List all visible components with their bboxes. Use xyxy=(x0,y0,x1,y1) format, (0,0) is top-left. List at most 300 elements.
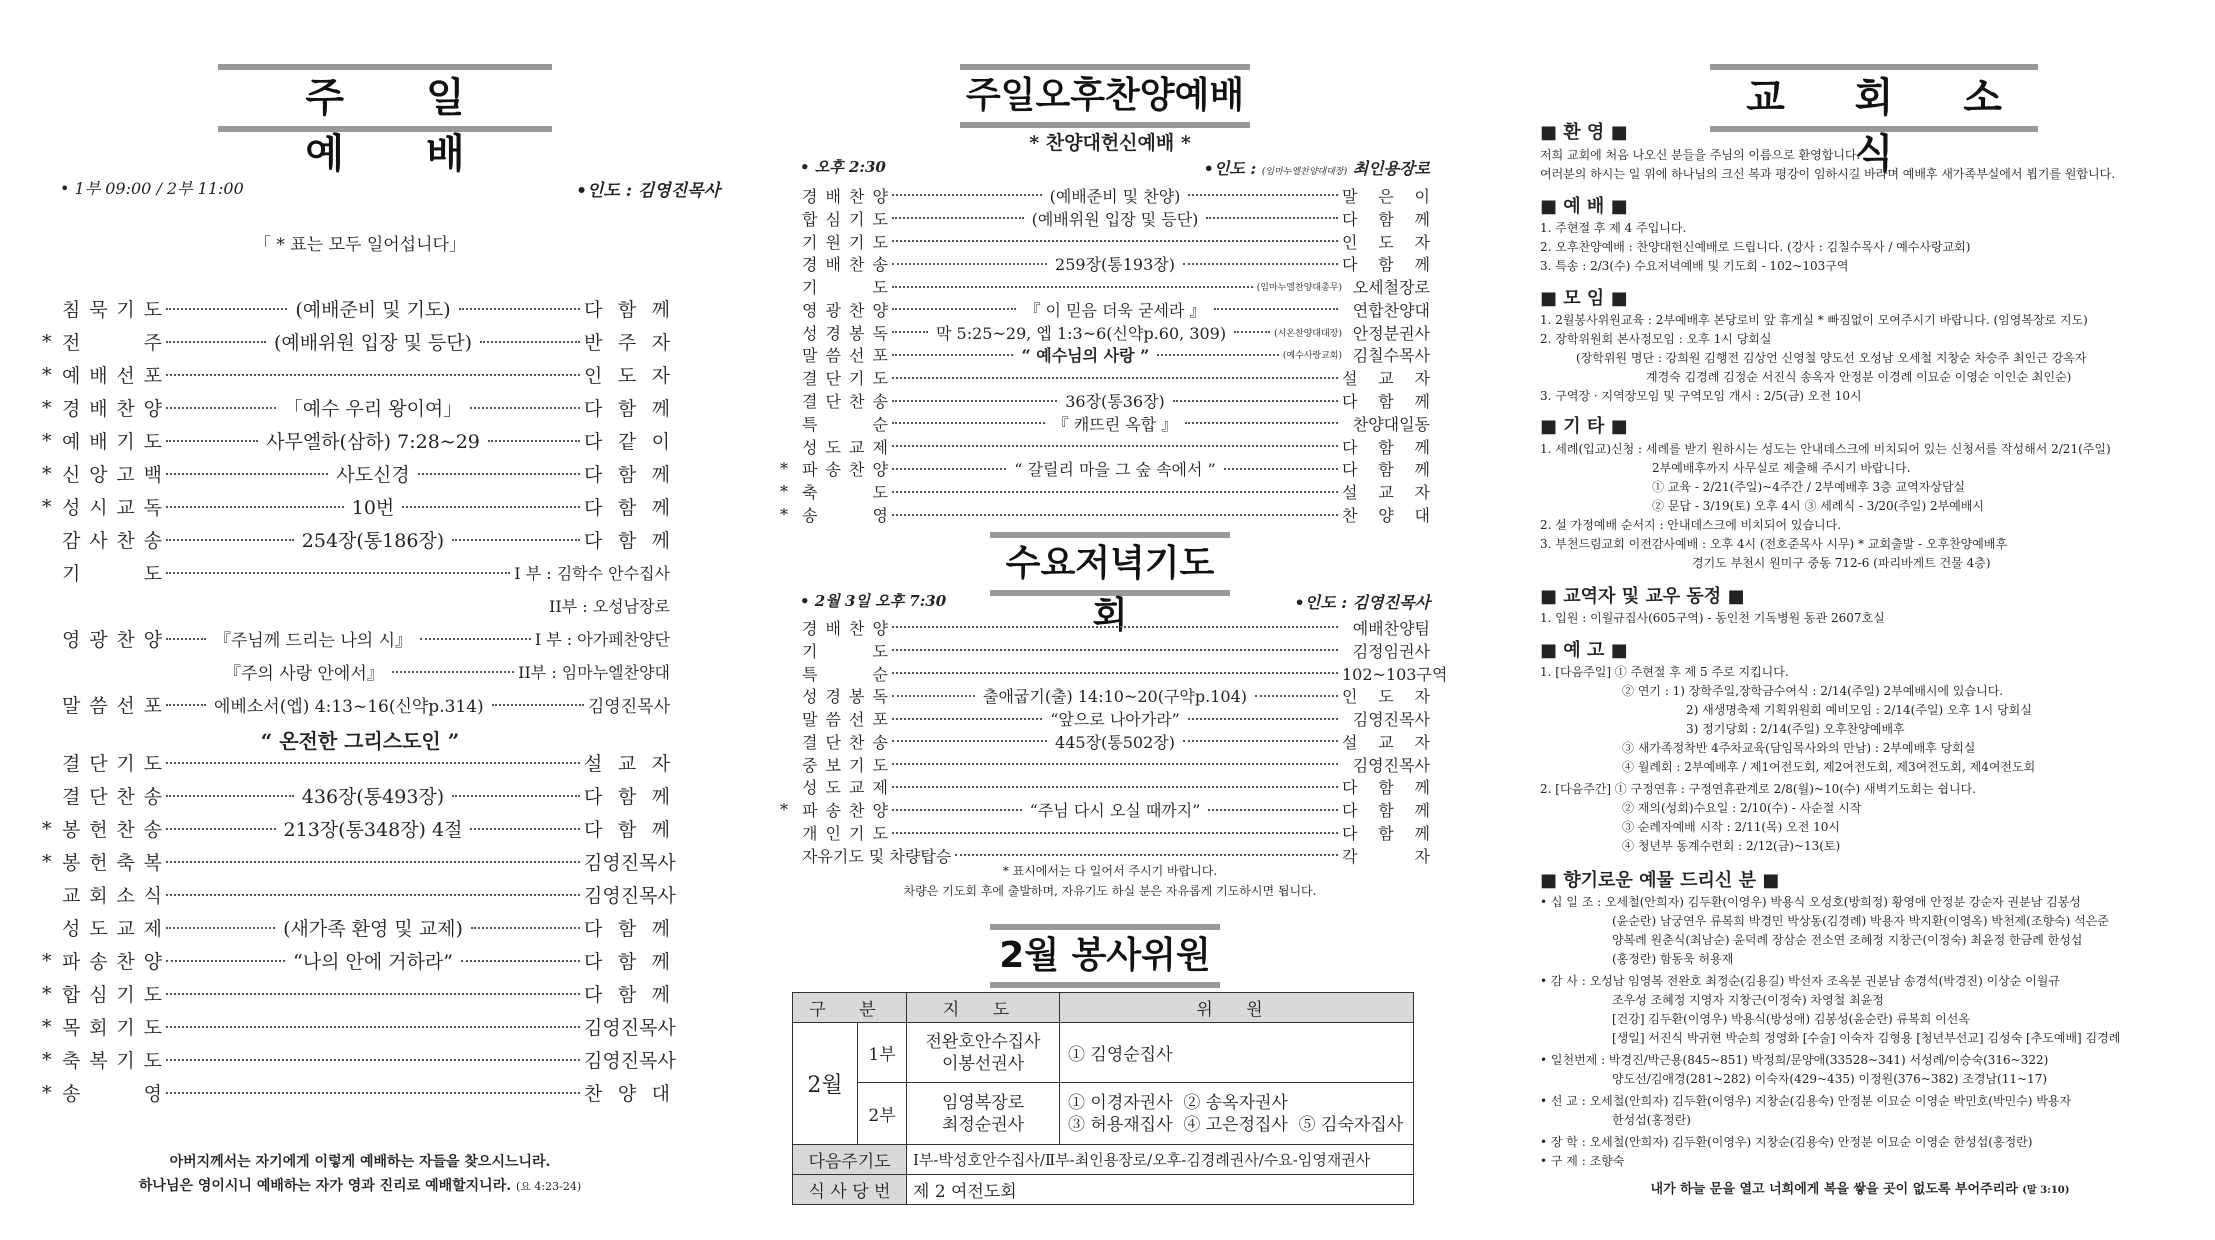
order-label-text xyxy=(62,749,162,776)
order-label xyxy=(802,480,888,503)
order-row xyxy=(790,684,1430,707)
order-row xyxy=(790,344,1430,367)
leader-dots xyxy=(166,828,276,830)
leader-dots xyxy=(1208,809,1338,811)
praise-song-1: 『주님께 드리는 나의 시』 xyxy=(214,631,413,651)
label-char: 교 xyxy=(116,497,135,519)
order-row xyxy=(42,1043,676,1076)
order-label xyxy=(802,298,888,321)
label-char: 포 xyxy=(872,710,888,730)
label-char: 께 xyxy=(651,464,670,486)
label-char: 결 xyxy=(802,732,818,752)
order-row xyxy=(50,911,670,944)
label-char: 도 xyxy=(1378,232,1394,252)
label-char: 회 xyxy=(89,1017,108,1039)
label-char: 반 xyxy=(584,332,603,354)
afternoon-time: • 오후 2:30 xyxy=(800,158,886,176)
label-char: 성 xyxy=(802,437,818,457)
order-role-note: (임마누엘찬양대총무) xyxy=(1256,283,1342,294)
order-label-text xyxy=(802,230,888,253)
label-char: 다 xyxy=(584,951,603,973)
label-char: 단 xyxy=(89,753,108,775)
order-label xyxy=(802,252,888,275)
label-char: 배 xyxy=(89,365,108,387)
label-char: 자 xyxy=(1414,483,1430,503)
label-char: 교 xyxy=(62,885,81,907)
table-row xyxy=(793,1083,1414,1145)
order-label-text xyxy=(802,321,888,344)
leader-dots xyxy=(166,927,275,929)
label-char: 함 xyxy=(617,497,637,519)
label-char: 경 xyxy=(825,687,841,707)
member-line xyxy=(1068,1092,1407,1114)
order-label xyxy=(62,914,162,941)
offering-line: • 구 제 : 조향숙 xyxy=(1540,1154,1625,1168)
label-char: 파 xyxy=(62,951,81,973)
order-label xyxy=(62,460,162,487)
order-label xyxy=(62,493,162,520)
label-char: 다 xyxy=(1342,392,1358,412)
label-char: 교 xyxy=(849,437,865,457)
label-char: 파 xyxy=(802,460,818,480)
leader-dots xyxy=(892,740,1047,742)
order-row xyxy=(790,298,1430,321)
label-char: 말 xyxy=(62,695,81,717)
label-char: 인 xyxy=(825,824,841,844)
label-char: 함 xyxy=(1378,801,1394,821)
leader-dots xyxy=(166,638,206,640)
closing-text: 내가 하늘 문을 열고 너희에게 복을 쌓을 곳이 없도록 부어주리라 xyxy=(1650,1182,2018,1197)
stand-marker: * xyxy=(780,459,788,479)
order-label xyxy=(62,1046,162,1073)
label-char: 다 xyxy=(584,918,603,940)
meeting-line: 1. 2월봉사위원교육 : 2부예배후 본당로비 앞 휴게실 * 빠짐없이 모여주시기 바랍니다. (임영복장로 지도) xyxy=(1540,313,2088,327)
label-char: 경 xyxy=(802,186,818,206)
label-char: 께 xyxy=(651,497,670,519)
guide-name: 임영복장로 xyxy=(941,1092,1025,1113)
label-char: 주 xyxy=(143,332,162,354)
label-char: 송 xyxy=(872,255,888,275)
label-char: 배 xyxy=(89,431,108,453)
order-label xyxy=(62,980,162,1007)
label-char: 기 xyxy=(116,753,135,775)
notice-line: ③ 새가족정착반 4주차교육(담임목사와의 만남) : 2부예배후 당회실 xyxy=(1622,741,1976,755)
label-char: 도 xyxy=(143,563,162,585)
order-row xyxy=(42,1076,670,1109)
service-times: • 1부 09:00 / 2부 11:00 xyxy=(60,179,244,198)
order-label-text xyxy=(62,947,162,974)
others-line: 2부예배후까지 사무실로 제출해 주시기 바랍니다. xyxy=(1652,461,1911,475)
next-week-label: 다음주기도 xyxy=(793,1145,907,1175)
label-char: 개 xyxy=(802,824,818,844)
label-char: 께 xyxy=(651,819,670,841)
welcome-line: 여러분의 하시는 일 위에 하나님의 크신 복과 평강이 임하시길 바라며 예배후 새가족부실에서 뵙기를 원합니다. xyxy=(1540,167,2116,181)
label-char: 송 xyxy=(89,951,108,973)
order-label-text xyxy=(62,295,162,322)
label-char: 찬 xyxy=(849,392,865,412)
label-char: 함 xyxy=(617,984,637,1006)
label-char: 신 xyxy=(62,464,81,486)
leader-dots xyxy=(459,308,580,310)
stand-marker: * xyxy=(42,1048,52,1071)
order-detail: (새가족 환영 및 교제) xyxy=(283,918,463,940)
order-label xyxy=(802,753,888,776)
label-char: 다 xyxy=(584,819,603,841)
offering-line: • 감 사 : 오성남 임영복 전완호 최정순(김용길) 박선자 조옥분 권분남 송경석(박경진) 이상순 이월규 xyxy=(1540,974,2060,988)
offering-line: 한성섭(홍정란) xyxy=(1612,1113,1691,1127)
label-char: 다 xyxy=(1342,437,1358,457)
label-char: 주 xyxy=(617,332,637,354)
guide-name: 이봉선권사 xyxy=(941,1053,1025,1074)
label-char: 대 xyxy=(1414,506,1430,526)
leader-dots xyxy=(892,718,1042,720)
offering-line: 양도선/김애경(281~282) 이숙자(429~435) 이정원(376~382) 조경남(11~17) xyxy=(1612,1072,2048,1086)
leader-dots xyxy=(166,1092,580,1094)
label-char: 찬 xyxy=(849,732,865,752)
order-row xyxy=(780,480,1430,503)
label-char: 선 xyxy=(849,346,865,366)
label-char: 기 xyxy=(849,824,865,844)
label-char: 찬 xyxy=(116,629,135,651)
label-char: 기 xyxy=(849,369,865,389)
label-char: 다 xyxy=(1342,209,1358,229)
order-detail: (예배준비 및 찬양) xyxy=(1049,186,1181,206)
order-label xyxy=(62,947,162,974)
leader-dots xyxy=(892,626,1338,628)
order-label xyxy=(802,184,888,207)
label-char: 함 xyxy=(1378,437,1394,457)
leader-dots xyxy=(420,638,531,640)
member-line xyxy=(1068,1114,1407,1136)
label-char: 씀 xyxy=(89,695,108,717)
label-char: 다 xyxy=(584,299,603,321)
label-char: 도 xyxy=(1378,687,1394,707)
label-char: 제 xyxy=(872,778,888,798)
label-char: 찬 xyxy=(116,819,135,841)
leader-dots xyxy=(892,331,928,333)
label-char: 도 xyxy=(872,483,888,503)
order-row-prayer xyxy=(50,556,670,589)
stand-marker: * xyxy=(42,1081,52,1104)
order-detail: 36장(통36장) xyxy=(1065,392,1165,412)
label-char: 기 xyxy=(849,232,865,252)
order-label xyxy=(62,782,162,809)
order-label-text xyxy=(62,625,162,652)
stand-marker: * xyxy=(780,505,788,525)
label-char: 송 xyxy=(143,819,162,841)
label-char: 사 xyxy=(89,530,108,552)
label-char: 찬 xyxy=(849,460,865,480)
offering-line: [생일] 서진식 박귀현 박순희 정영화 [수술] 이숙자 김형용 [청년부선교] 김성숙 [추도예배] 김경례 xyxy=(1612,1031,2121,1045)
others-line: ① 교육 - 2/21(주일)~4주간 / 2부예배후 3층 교역자상담실 xyxy=(1652,480,1966,494)
order-responsible xyxy=(584,914,670,941)
order-label xyxy=(802,639,888,662)
label-char: 함 xyxy=(617,951,637,973)
label-char: 자 xyxy=(1414,232,1430,252)
offering-line: 조우성 조혜정 지영자 지창근(이정숙) 차영철 최윤정 xyxy=(1612,993,1884,1007)
order-of-worship xyxy=(42,292,670,556)
member: ⑤ 김숙자집사 xyxy=(1298,1114,1404,1135)
order-label-text xyxy=(62,460,162,487)
order-label-text xyxy=(62,427,162,454)
order-label-text xyxy=(802,207,888,230)
label-char: 자 xyxy=(1414,732,1430,752)
label-char: 합 xyxy=(62,984,81,1006)
label-char: 께 xyxy=(651,530,670,552)
leader-dots xyxy=(892,377,1338,379)
leader-dots xyxy=(892,240,1338,242)
label-char: 소 xyxy=(116,885,135,907)
label-char: 찬 xyxy=(849,300,865,320)
leader-dots xyxy=(1234,331,1270,333)
label-char: 영 xyxy=(62,629,81,651)
leader-dots xyxy=(1188,718,1338,720)
label-char: 은 xyxy=(1378,186,1394,206)
label-char: 다 xyxy=(584,431,603,453)
order-label-text xyxy=(62,914,162,941)
order-responsible xyxy=(584,427,670,454)
order-label-text xyxy=(802,435,888,458)
notice-line: ④ 청년부 동계수련회 : 2/12(금)~13(토) xyxy=(1622,839,1841,853)
order-detail: 막 5:25~29, 엡 1:3~6(신약p.60, 309) xyxy=(936,323,1227,343)
table-guide xyxy=(907,1083,1060,1145)
label-char: 양 xyxy=(872,801,888,821)
order-row xyxy=(42,490,670,523)
label-char: 함 xyxy=(617,299,637,321)
order-label xyxy=(62,749,162,776)
order-responsible: 김영진목사 xyxy=(584,885,676,907)
offering-line: • 일천번제 : 박경진/박근용(845~851) 박정희/문양애(33528~341) 서성례/이승숙(316~322) xyxy=(1540,1053,2049,1067)
label-char: 함 xyxy=(1378,824,1394,844)
order-responsible: 102~103구역 xyxy=(1342,664,1448,684)
label-char: 도 xyxy=(872,824,888,844)
leader-dots xyxy=(955,854,1338,856)
label-char: 께 xyxy=(1414,778,1430,798)
table-month: 2월 xyxy=(793,1023,858,1145)
table-guide xyxy=(907,1023,1060,1083)
order-detail: “주님 다시 오실 때까지” xyxy=(1029,801,1201,821)
label-char: 설 xyxy=(1342,483,1358,503)
order-responsible xyxy=(1342,684,1430,707)
label-char: 자 xyxy=(1414,369,1430,389)
meeting-line: 2. 장학위원회 본사정모임 : 오후 1시 당회실 xyxy=(1540,332,1772,346)
leader-dots xyxy=(1224,468,1338,470)
label-char: 도 xyxy=(872,641,888,661)
leader-dots xyxy=(471,927,580,929)
order-row xyxy=(42,325,670,358)
label-char: 께 xyxy=(1414,392,1431,412)
order-detail: 출애굽기(출) 14:10~20(구약p.104) xyxy=(983,687,1247,707)
order-row-sermon xyxy=(50,688,670,721)
worship-leader: •인도 : 김영진목사 xyxy=(576,181,720,201)
leader-prefix: •인도 : xyxy=(1203,159,1262,178)
label-char: 예 xyxy=(62,365,81,387)
wednesday-order xyxy=(780,616,1448,867)
label-char: 양 xyxy=(143,398,162,420)
label-char: 함 xyxy=(1378,460,1394,480)
label-char: 교 xyxy=(116,918,135,940)
leader-dots xyxy=(166,1059,580,1061)
verse-line-1: 아버지께서는 자기에게 이렇게 예배하는 자들을 찾으시느니라. xyxy=(169,1154,551,1170)
leader-dots xyxy=(892,194,1042,196)
member: ② 송옥자권사 xyxy=(1183,1092,1288,1113)
worship-line: 3. 특송 : 2/3(수) 수요저녁예배 및 기도회 - 102~103구역 xyxy=(1540,259,1849,273)
label-char: 묵 xyxy=(89,299,108,321)
label-char: 함 xyxy=(617,464,637,486)
label-char: 설 xyxy=(1342,369,1358,389)
label-char: 도 xyxy=(143,753,162,775)
prayer-second-service: II부 : 오성남장로 xyxy=(549,597,670,616)
leader-dots xyxy=(1183,263,1338,265)
order-label xyxy=(802,730,888,753)
order-label xyxy=(802,457,888,480)
label-char: 독 xyxy=(143,497,162,519)
order-responsible: 예배찬양팀 xyxy=(1352,618,1430,638)
order-role-note: (시온찬양대대장) xyxy=(1274,328,1343,339)
label-char: 포 xyxy=(872,346,888,366)
order-label-text xyxy=(802,366,888,389)
label-char: 대 xyxy=(651,1083,670,1105)
stand-marker: * xyxy=(42,462,52,485)
order-label-text xyxy=(802,662,888,685)
member: ① 이경자권사 xyxy=(1068,1092,1173,1113)
leader-dots xyxy=(892,649,1338,651)
label-char: 결 xyxy=(802,369,818,389)
order-row xyxy=(50,779,670,812)
label-char: 이 xyxy=(651,431,670,453)
label-char: 특 xyxy=(802,664,818,684)
order-label-text xyxy=(62,782,162,809)
order-label-text xyxy=(802,457,888,480)
label-char: 찬 xyxy=(116,530,135,552)
order-row xyxy=(780,798,1431,821)
label-char: 찬 xyxy=(116,951,135,973)
order-detail: 사무엘하(삼하) 7:28~29 xyxy=(266,431,480,453)
label-char: 함 xyxy=(617,819,637,841)
label-char: 말 xyxy=(802,346,818,366)
order-row-prayer-2 xyxy=(50,589,670,622)
order-row xyxy=(42,457,670,490)
leader-dots xyxy=(166,506,344,508)
leader-dots xyxy=(166,894,580,896)
meal-duty-label: 식 사 당 번 xyxy=(793,1175,907,1205)
order-label-text xyxy=(802,753,888,776)
afternoon-subtitle: * 찬양대헌신예배 * xyxy=(1029,132,1191,154)
label-char: 영 xyxy=(872,506,888,526)
leader-dots xyxy=(452,539,580,541)
others-heading: ■ 기 타 ■ xyxy=(1540,416,1628,437)
order-responsible xyxy=(584,749,670,776)
order-label-text xyxy=(802,821,888,844)
label-char: 합 xyxy=(802,209,818,229)
label-char: 찬 xyxy=(849,618,865,638)
leader-dots xyxy=(166,341,266,343)
label-char: 양 xyxy=(872,460,888,480)
label-char: 기 xyxy=(849,755,865,775)
leader-dots xyxy=(892,672,1338,674)
leader-dots xyxy=(492,704,584,706)
staff-news-heading: ■ 교역자 및 교우 동정 ■ xyxy=(1540,586,1745,607)
closing-verse xyxy=(50,1150,670,1199)
order-row xyxy=(790,776,1430,799)
leader-dots xyxy=(166,473,328,475)
stand-marker: * xyxy=(42,1015,52,1038)
label-char: 께 xyxy=(651,918,670,940)
label-char: 께 xyxy=(651,786,670,808)
label-char: 함 xyxy=(617,398,637,420)
label-char: 양 xyxy=(143,629,162,651)
label-char: 께 xyxy=(651,299,670,321)
label-char: 축 xyxy=(802,483,818,503)
notice-line: ② 연기 : 1) 장학주일,장학금수여식 : 2/14(주일) 2부예배시에 있습니다. xyxy=(1622,684,2004,698)
label-char: 찬 xyxy=(116,398,135,420)
february-volunteers-title: 2월 봉사위원 xyxy=(990,924,1220,988)
label-char: 결 xyxy=(62,786,81,808)
label-char: 도 xyxy=(872,369,888,389)
order-detail: 『 캐뜨린 옥합 』 xyxy=(1052,414,1178,434)
closing-verse-3 xyxy=(1540,1178,2180,1197)
label-char: 송 xyxy=(143,786,162,808)
label-char: 복 xyxy=(143,852,162,874)
order-row xyxy=(790,207,1430,230)
order-label-text xyxy=(802,412,888,435)
table-header-division: 구 분 xyxy=(793,993,907,1023)
meeting-line: (장학위원 명단 : 강희원 김행전 김상언 신영철 양도선 오성남 오세철 지창순 차승주 최인근 강옥자 xyxy=(1576,351,2087,365)
order-label-text xyxy=(802,503,888,526)
meetings-heading: ■ 모 임 ■ xyxy=(1540,288,1628,309)
leader-dots xyxy=(1214,308,1338,310)
order-responsible xyxy=(584,526,670,553)
leader-dots xyxy=(892,468,1006,470)
label-char: 찬 xyxy=(584,1083,603,1105)
order-row-praise-2 xyxy=(50,655,670,688)
label-char: 원 xyxy=(825,232,841,252)
order-responsible: 김영진목사 xyxy=(1352,755,1430,775)
notice-line: 3) 정기당회 : 2/14(주일) 오후찬양예배후 xyxy=(1686,722,1905,736)
order-row xyxy=(790,252,1430,275)
offerings-heading: ■ 향기로운 예물 드리신 분 ■ xyxy=(1540,870,1780,891)
label-char: 자 xyxy=(1414,687,1430,707)
order-row xyxy=(42,944,670,977)
sermon-text: 에베소서(엡) 4:13~16(신약p.314) xyxy=(214,697,484,717)
label-char: 송 xyxy=(143,530,162,552)
order-label-text xyxy=(802,616,888,639)
order-responsible: 찬양대일동 xyxy=(1352,414,1431,434)
sunday-worship-title: 주 일 예 배 xyxy=(218,64,552,132)
label-char: 파 xyxy=(802,801,818,821)
table-row xyxy=(793,1145,1414,1175)
order-row xyxy=(42,391,670,424)
leader-dots xyxy=(392,671,514,673)
order-label xyxy=(802,343,888,366)
label-char: 다 xyxy=(584,398,603,420)
stand-marker: * xyxy=(42,363,52,386)
label-char: 성 xyxy=(62,918,81,940)
label-char: 도 xyxy=(872,209,888,229)
order-row xyxy=(790,435,1430,458)
order-label-text xyxy=(62,361,162,388)
order-label-text xyxy=(802,798,888,821)
order-detail: 436장(통493장) xyxy=(301,786,445,808)
order-label xyxy=(62,625,162,652)
order-label-text xyxy=(62,394,162,421)
order-responsible xyxy=(1342,821,1430,844)
leader-dots xyxy=(892,308,1016,310)
prayer-first-service: I 부 : 김학수 안수집사 xyxy=(514,564,670,583)
leader-dots xyxy=(892,422,1045,424)
worship-heading: ■ 예 배 ■ xyxy=(1540,196,1628,217)
order-label xyxy=(802,821,888,844)
